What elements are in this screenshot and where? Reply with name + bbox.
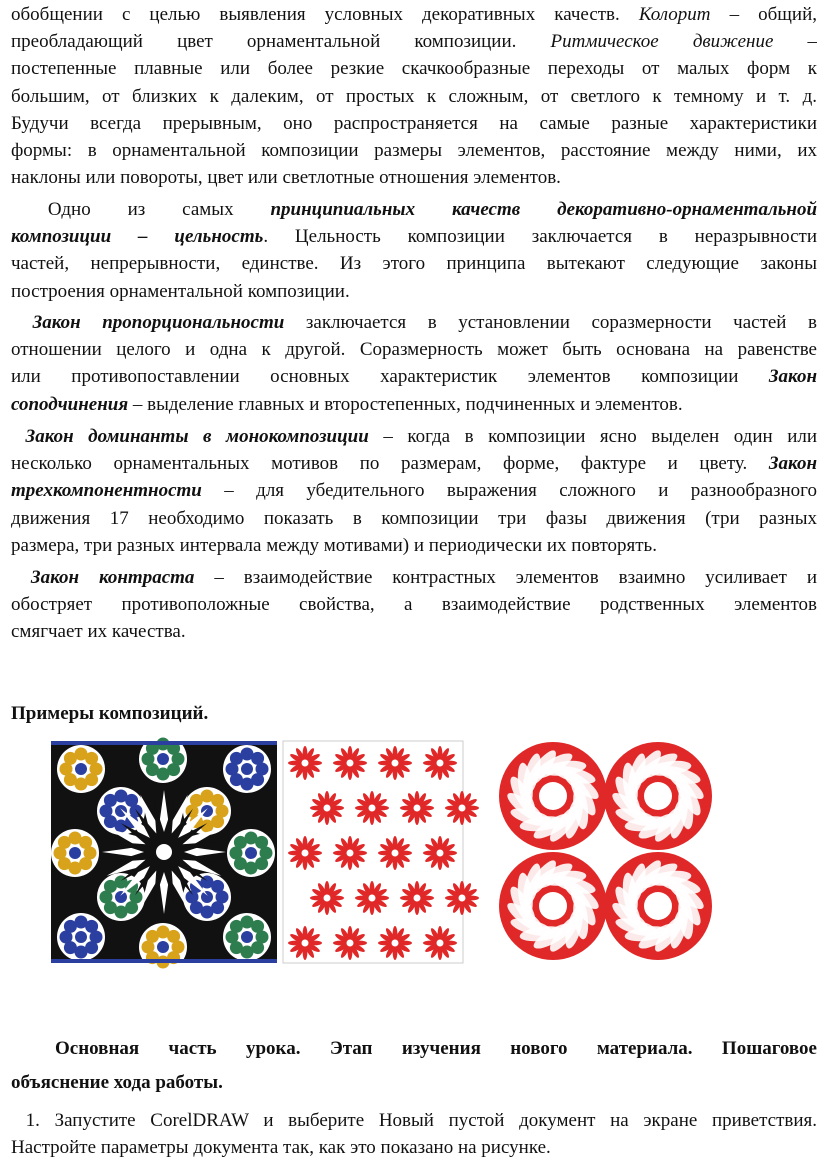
term-law: Закон [768, 453, 817, 475]
mosaic-center [241, 931, 253, 943]
lattice-center [391, 939, 399, 947]
text: – когда в композиции ясно выделен один или [383, 426, 817, 447]
paragraph-integrity [11, 196, 817, 305]
text-line: отношении целого и одна к другой. Соразмерность может быть основана на равенстве [11, 339, 817, 361]
text: преобладающий цвет орнаментальной композиции. [11, 31, 517, 53]
term-integrity: композиции – цельность [11, 226, 264, 248]
step-text: Настройте параметры документа так, как это показано на рисунке. [11, 1137, 551, 1159]
text: – общий, [729, 4, 817, 25]
text: обобщении с целью выявления условных декоративных качеств. [11, 4, 620, 25]
paragraph-contrast [11, 564, 817, 646]
mosaic-center [115, 891, 127, 903]
term-three-component: трехкомпонентности [11, 480, 202, 502]
mosaic-petal [125, 794, 138, 807]
paragraph-dominant [11, 423, 817, 559]
lattice-center [346, 759, 354, 767]
example-images [51, 741, 751, 963]
lattice-center [301, 939, 309, 947]
text: Одно из самых [47, 199, 234, 220]
text-line: движения 17 необходимо показать в композиции три фазы движения (три разных [11, 507, 817, 529]
text: . Цельность композиции заключается в неразрывности [263, 226, 817, 248]
lattice-center [368, 804, 376, 812]
mosaic-petal [211, 794, 224, 807]
text-line: большим, от близких к далеким, от простых к сложным, от светлого к темному и т. д. [11, 85, 817, 107]
mosaic-petal [255, 836, 268, 849]
mosaic-border [51, 959, 277, 963]
step-1 [11, 1107, 817, 1161]
lattice-center [346, 849, 354, 857]
lattice-center [323, 894, 331, 902]
text-line: обостряет противоположные свойства, а взаимодействие родственных элементов [11, 594, 817, 616]
term-qualities: принципиальных качеств декоративно-орнаментальной [270, 199, 817, 220]
mosaic-border [51, 741, 277, 745]
mosaic-center [201, 891, 213, 903]
term-law: Закон [768, 366, 817, 388]
mosaic-center [75, 931, 87, 943]
lattice-center [458, 804, 466, 812]
mosaic-petal [211, 880, 224, 893]
lattice-center [391, 849, 399, 857]
term-law-proportion: Закон пропорциональности [32, 312, 285, 333]
heading-line: объяснение хода работы. [11, 1072, 223, 1093]
lattice-center [301, 759, 309, 767]
term-kolorit: Колорит [638, 4, 711, 25]
text-line: частей, непрерывности, единстве. Из этого принципа вытекают следующие законы [11, 253, 817, 275]
red-rosettes-image [498, 741, 718, 963]
lattice-center [323, 804, 331, 812]
mosaic-center [201, 805, 213, 817]
heading-line: Основная часть урока. Этап изучения нового материала. Пошаговое [55, 1038, 817, 1059]
paragraph-colorit-rhythm [11, 1, 817, 191]
text-line: формы: в орнаментальной композиции размеры элементов, расстояние между ними, их [11, 140, 817, 162]
mosaic-petal [85, 752, 98, 765]
rosette-center [539, 782, 567, 810]
rosette-center [644, 782, 672, 810]
mosaic-center [241, 763, 253, 775]
text: или противопоставлении основных характеристик элементов композиции [11, 366, 739, 388]
text: – выделение главных и второстепенных, подчиненных и элементов. [132, 393, 683, 415]
lattice-center [413, 894, 421, 902]
term-rhythm: Ритмическое движение [550, 31, 774, 53]
lattice-center [346, 939, 354, 947]
lattice-center [436, 849, 444, 857]
mosaic-center [75, 763, 87, 775]
lattice-center [413, 804, 421, 812]
mosaic-star-center [156, 844, 172, 860]
red-lattice-image [283, 741, 463, 963]
lattice-center [391, 759, 399, 767]
text-line: размера, три разных интервала между мотивами) и периодически их повторять. [11, 534, 657, 556]
text-line: смягчает их качества. [11, 621, 186, 643]
mosaic-center [157, 753, 169, 765]
text-line: Будучи всегда прерывным, оно распространяется на самые разные характеристики [11, 112, 817, 134]
lattice-center [301, 849, 309, 857]
mosaic-image [51, 741, 277, 963]
mosaic-petal [251, 752, 264, 765]
term-law-dominant: Закон доминанты в монокомпозиции [25, 426, 369, 447]
text-line: построения орнаментальной композиции. [11, 280, 350, 302]
term-subordination: соподчинения [11, 393, 129, 415]
text: – взаимодействие контрастных элементов взаимно усиливает и [214, 567, 817, 588]
lattice-center [458, 894, 466, 902]
mosaic-petal [167, 930, 180, 943]
text: – [807, 31, 817, 53]
main-heading [11, 1032, 817, 1100]
paragraph-proportion [11, 309, 817, 418]
mosaic-center [69, 847, 81, 859]
mosaic-center [157, 941, 169, 953]
lattice-center [436, 759, 444, 767]
mosaic-petal [79, 836, 92, 849]
rosette-center [644, 892, 672, 920]
text-line: постепенные плавные или более резкие скачкообразные переходы от малых форм к [11, 58, 817, 80]
text-line: наклоны или повороты, цвет или светлотные отношения элементов. [11, 167, 561, 189]
mosaic-petal [85, 920, 98, 933]
text: несколько орнаментальных мотивов по размерам, форме, фактуре и цвету. [11, 453, 748, 475]
step-text: 1. Запустите CorelDRAW и выберите Новый пустой документ на экране приветствия. [25, 1110, 817, 1131]
text: заключается в установлении соразмерности частей в [305, 312, 817, 333]
mosaic-petal [251, 920, 264, 933]
text: – для убедительного выражения сложного и разнообразного [224, 480, 817, 502]
lattice-center [368, 894, 376, 902]
rosette-center [539, 892, 567, 920]
mosaic-center [245, 847, 257, 859]
mosaic-center [115, 805, 127, 817]
lattice-center [436, 939, 444, 947]
examples-heading: Примеры композиций. [11, 703, 209, 724]
term-law-contrast: Закон контраста [30, 567, 195, 588]
